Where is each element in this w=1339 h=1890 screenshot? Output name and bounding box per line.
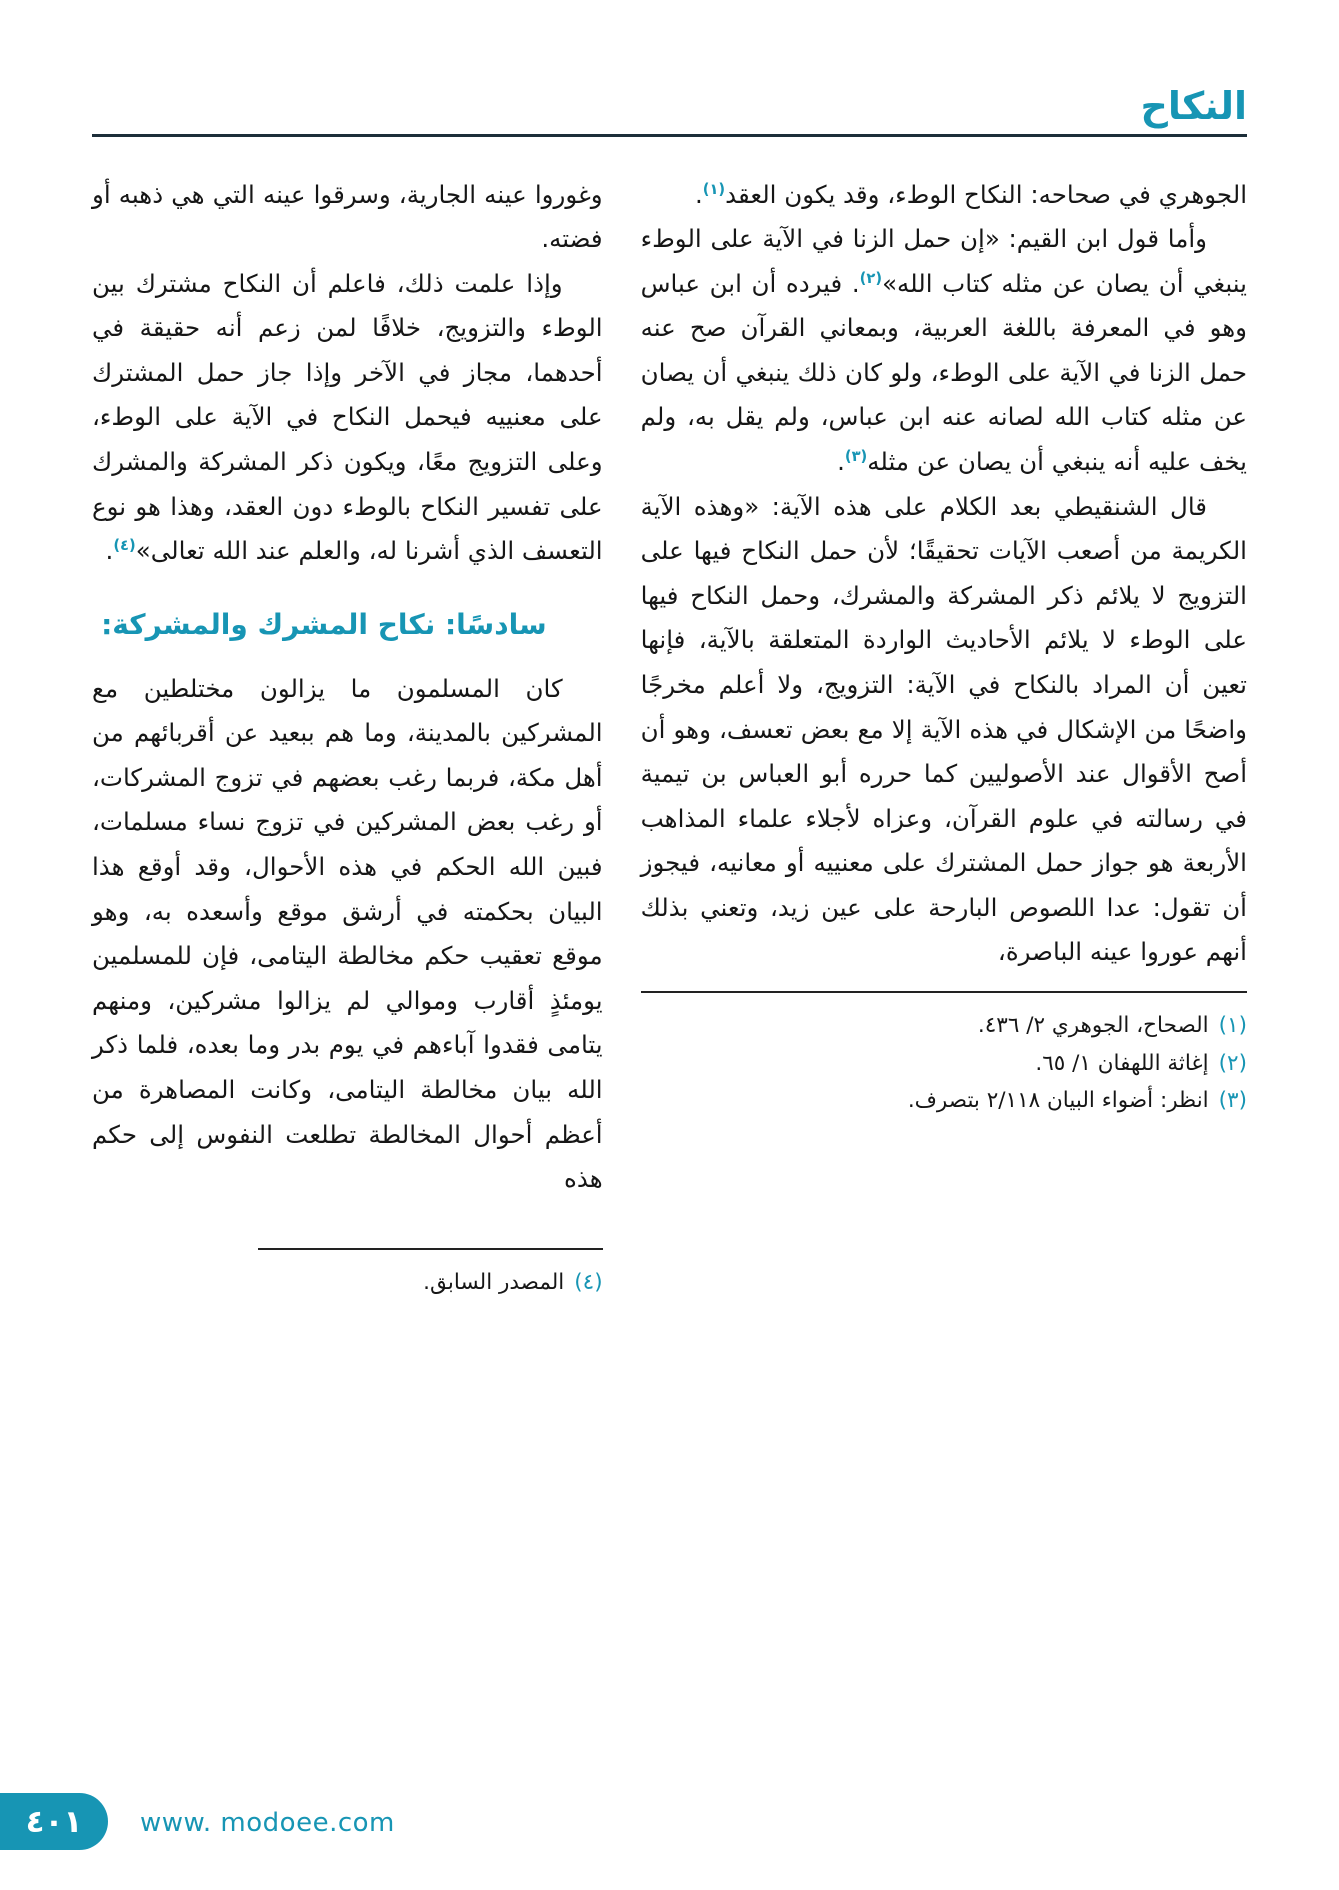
footnote-separator-right — [641, 991, 1247, 993]
footnote-ref: (٣) — [844, 447, 868, 465]
body-paragraph — [92, 173, 603, 262]
text-run: كان المسلمون ما يزالون مختلطين مع المشركين بالمدينة، وما هم ببعيد عن أقربائهم من أهل مكة، فربما رغب بعضهم في تزوج المشركات، أو رغب بعض المشركين في تزوج نساء مسلمات، فبين الله الحكم في هذه الأحوال، وقد أوقع هذا البيان بحكمته في أرشق موقع وأسعده به، وهو موقع تعقيب حكم مخالطة اليتامى، فإن للمسلمين يومئذٍ أقارب وموالي لم يزالوا مشركين، ومنهم يتامى فقدوا آباءهم في يوم بدر وما بعده، فلما ذكر الله بيان مخالطة اليتامى، وكانت المصاهرة من أعظم أحوال المخالطة تطلعت النفوس إلى حكم هذه — [92, 673, 603, 1194]
footnote-separator-left — [258, 1248, 603, 1250]
chapter-title: النكاح — [1140, 84, 1247, 128]
text-run: سادسًا: نكاح المشرك والمشركة: — [101, 607, 547, 641]
section-heading — [92, 600, 603, 651]
column-left-paragraphs — [92, 173, 603, 1202]
body-paragraph — [641, 217, 1247, 484]
text-run: . — [694, 179, 703, 209]
footnote-text: إغاثة اللهفان ١/ ٦٥. — [1035, 1050, 1209, 1076]
footnote — [641, 1082, 1247, 1120]
body-paragraph — [92, 262, 603, 574]
body-paragraph — [641, 173, 1247, 218]
text-run: قال الشنقيطي بعد الكلام على هذه الآية: «وهذه الآية الكريمة من أصعب الآيات تحقيقًا؛ لأن حمل النكاح فيها على التزويج لا يلائم ذكر المشركة والمشرك، وحمل النكاح فيها على الوطء لا يلائم الأحاديث الواردة المتعلقة بالآية، فإنها تعين أن المراد بالنكاح في الآية: التزويج، ولا أعلم مخرجًا واضحًا من الإشكال في هذه الآية إلا مع بعض تعسف، وهو أن أصح الأقوال عند الأصوليين كما حرره أبو العباس بن تيمية في رسالته في علوم القرآن، وعزاه لأجلاء علماء المذاهب الأربعة هو جواز حمل المشترك على معنييه أو معانيه، فيجوز أن تقول: عدا اللصوص البارحة على عين زيد، وتعني بذلك أنهم عوروا عينه الباصرة، — [640, 491, 1247, 967]
footnotes-left — [92, 1264, 603, 1302]
header-rule — [92, 134, 1247, 137]
page-number: ٤٠١ — [25, 1803, 83, 1840]
text-run: وغوروا عينه الجارية، وسرقوا عينه التي هي ذهبه أو فضته. — [92, 179, 603, 254]
text-run: الجوهري في صحاحه: النكاح الوطء، وقد يكون العقد — [725, 179, 1247, 209]
text-run: . فيرده أن ابن عباس وهو في المعرفة باللغة العربية، وبمعاني القرآن صح عنه حمل الزنا في الآية على الوطء، ولو كان ذلك ينبغي أن يصان عن مثله كتاب الله لصانه عنه ابن عباس، ولم يقل به، ولم يخف عليه أنه ينبغي أن يصان عن مثله — [640, 268, 1247, 477]
page-header — [92, 84, 1247, 137]
footnote-ref: (٤) — [113, 537, 136, 555]
footnote — [641, 1045, 1247, 1083]
footnote — [92, 1264, 603, 1302]
footnote-number: (٢) — [1218, 1050, 1247, 1076]
website-url: www. modoee.com — [140, 1808, 395, 1838]
column-left — [92, 173, 603, 1302]
footnote-text: انظر: أضواء البيان ٢/١١٨ بتصرف. — [907, 1088, 1209, 1114]
text-run: . — [105, 536, 114, 566]
footnotes-right — [641, 1007, 1247, 1120]
text-run: . — [837, 447, 845, 477]
column-right — [641, 173, 1247, 1302]
footnote-ref: (٢) — [859, 269, 883, 287]
body-paragraph — [92, 667, 603, 1202]
text-run: وأما قول ابن القيم: «إن حمل الزنا في الآية على الوطء ينبغي أن يصان عن مثله كتاب الله» — [640, 224, 1247, 298]
column-right-paragraphs — [641, 173, 1247, 975]
body-paragraph — [641, 485, 1247, 975]
footnote-text: المصدر السابق. — [423, 1269, 565, 1295]
footnote-number: (٤) — [574, 1269, 603, 1295]
text-run: وإذا علمت ذلك، فاعلم أن النكاح مشترك بين الوطء والتزويج، خلافًا لمن زعم أنه حقيقة في أحدهما، مجاز في الآخر وإذا جاز حمل المشترك على معنييه فيحمل النكاح في الآية على الوطء، وعلى التزويج معًا، ويكون ذكر المشركة والمشرك على تفسير النكاح بالوطء دون العقد، وهذا هو نوع التعسف الذي أشرنا له، والعلم عند الله تعالى» — [92, 268, 603, 566]
footnote-text: الصحاح، الجوهري ٢/ ٤٣٦. — [977, 1013, 1209, 1038]
page-number-badge — [0, 1793, 108, 1850]
footnote-number: (١) — [1218, 1013, 1247, 1038]
footnote-number: (٣) — [1218, 1088, 1247, 1114]
footnote-ref: (١) — [702, 180, 726, 198]
two-column-text — [92, 173, 1247, 1302]
footnote — [641, 1007, 1247, 1045]
